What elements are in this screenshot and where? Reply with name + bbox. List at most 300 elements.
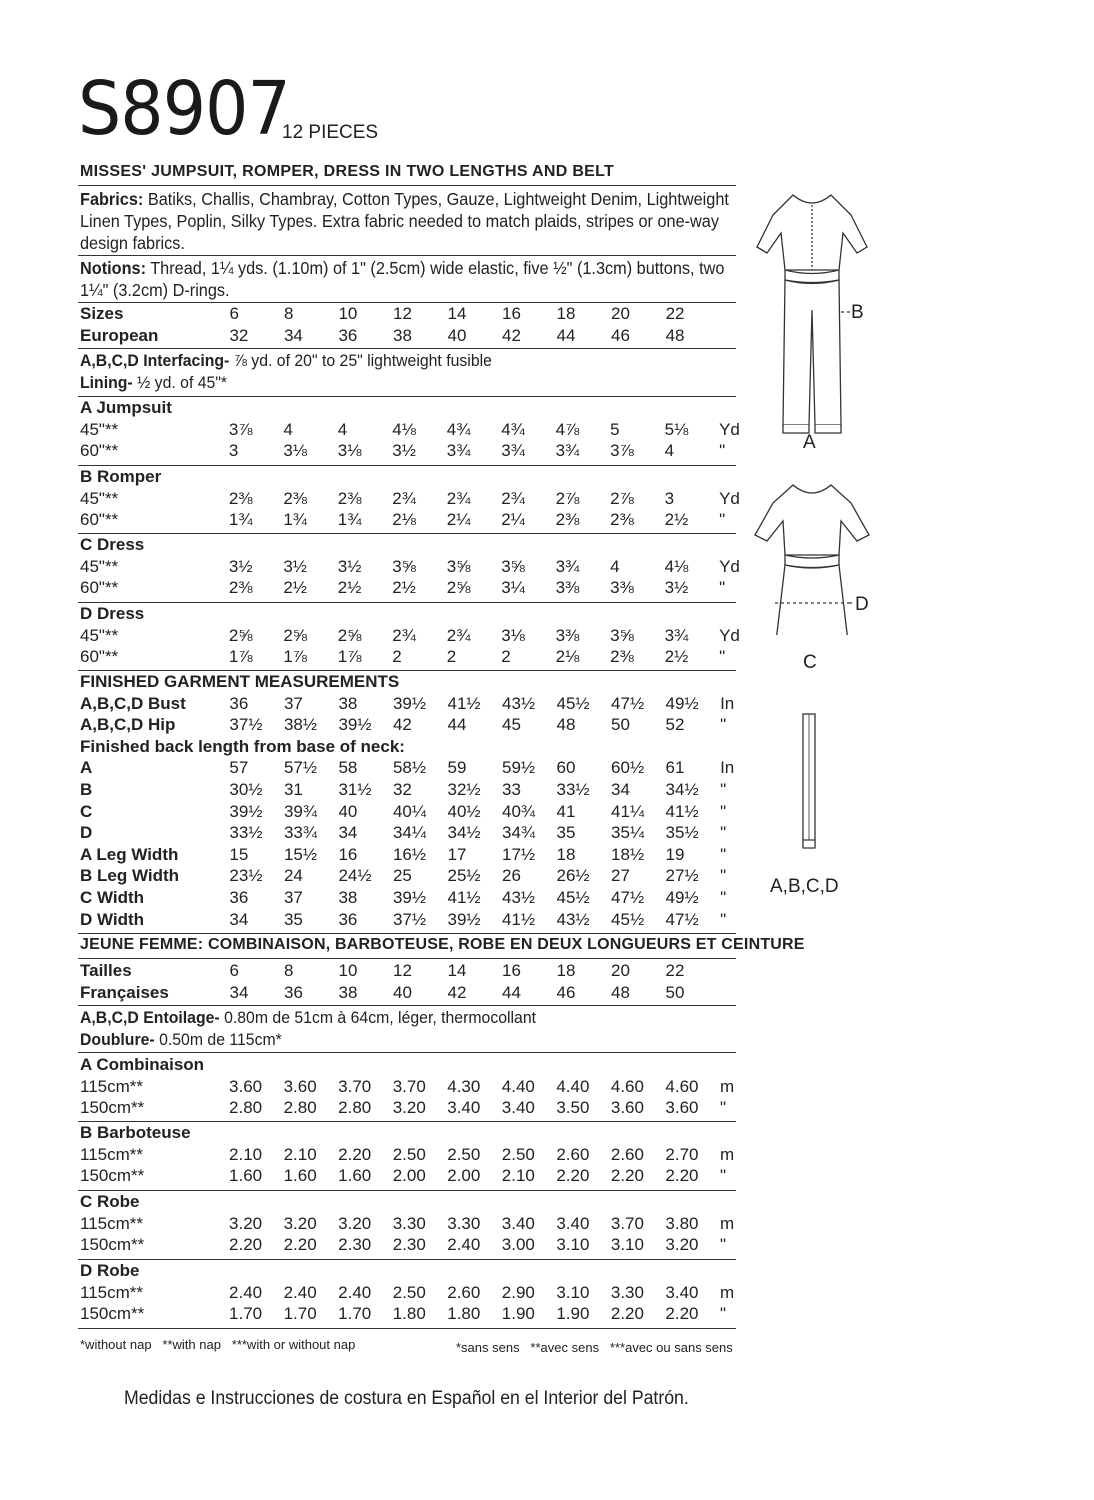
finished-title — [80, 671, 740, 693]
cell-value: 60 — [556, 758, 576, 778]
cell-value: 26 — [502, 866, 521, 886]
unit: Yd — [719, 556, 740, 576]
cell-value: 3½ — [228, 556, 253, 576]
cell-value: 32 — [392, 779, 412, 799]
unit: " — [720, 887, 727, 907]
cell-value: 3⅛ — [337, 441, 362, 461]
section-title: D Dress — [80, 604, 145, 623]
cell-value: 57½ — [283, 758, 318, 778]
cell-value: 44 — [502, 982, 521, 1002]
cell-value: 2.20 — [665, 1304, 699, 1324]
cell-value: 2.20 — [283, 1235, 317, 1255]
interfacing-label: A,B,C,D Interfacing- — [80, 351, 230, 370]
cell-value: 43½ — [556, 909, 590, 929]
cell-value: 3.30 — [392, 1213, 426, 1233]
row-label: Tailles — [80, 961, 132, 980]
cell-value: 2.50 — [447, 1144, 481, 1164]
cell-value: 3.30 — [610, 1282, 644, 1302]
measurement-row — [80, 865, 740, 887]
cell-value: 16 — [338, 844, 358, 864]
cell-value: 41 — [556, 801, 576, 821]
cell-value: 23½ — [229, 866, 263, 886]
sizes-table — [80, 303, 740, 346]
cell-value: 3⅜ — [555, 578, 580, 598]
cell-value: 2⅜ — [610, 647, 634, 667]
yardage-row — [80, 440, 740, 462]
cell-value: 2.70 — [665, 1144, 699, 1164]
cell-value: 2⅞ — [555, 488, 580, 508]
cell-value: 1⅞ — [337, 647, 362, 667]
unit: " — [720, 823, 727, 843]
cell-value: 4 — [664, 441, 675, 461]
cell-value: 3.00 — [501, 1235, 535, 1255]
lining-label: Lining- — [80, 373, 133, 392]
yardage-row — [80, 488, 740, 510]
cell-value: 2.20 — [556, 1166, 590, 1186]
cell-value: 33¾ — [283, 823, 318, 843]
pattern-number: S8907 — [78, 66, 290, 152]
cell-value: 43½ — [502, 887, 536, 907]
cell-value: 38½ — [283, 715, 318, 735]
section-title: B Romper — [80, 467, 162, 486]
notions-line-1: Thread, 1¼ yds. (1.10m) of 1" (2.5cm) wide elastic, five ½" (1.3cm) buttons, two — [150, 258, 725, 278]
cell-value: 40 — [447, 325, 467, 345]
cell-value: 3.20 — [392, 1098, 426, 1118]
cell-value: 1¾ — [283, 510, 307, 530]
entoilage-section — [80, 1007, 694, 1051]
pieces-count: 12 PIECES — [282, 122, 379, 143]
cell-value: 4¾ — [446, 419, 471, 439]
row-label: 115cm** — [80, 1213, 143, 1233]
cell-value: 36 — [284, 982, 303, 1002]
cell-value: 2¾ — [446, 488, 471, 508]
cell-value: 15 — [229, 844, 249, 864]
cell-value: 33½ — [229, 823, 263, 843]
unit: m — [719, 1282, 735, 1302]
cell-value: 58 — [338, 758, 358, 778]
cell-value: 2.40 — [447, 1235, 481, 1255]
row-label: 150cm** — [80, 1304, 145, 1324]
cell-value: 2⅛ — [392, 510, 416, 530]
cell-value: 18½ — [611, 844, 645, 864]
unit: " — [720, 844, 727, 864]
cell-value: 1⅞ — [283, 647, 307, 667]
cell-value: 50 — [611, 715, 630, 735]
cell-value: 20 — [611, 304, 630, 323]
unit: " — [720, 909, 727, 929]
divider — [78, 1052, 736, 1053]
cell-value: 2.30 — [392, 1235, 426, 1255]
section-title: C Dress — [80, 535, 145, 554]
cell-value: 39¾ — [283, 801, 318, 821]
yardage-table — [80, 534, 740, 599]
cell-value: 25½ — [447, 866, 481, 886]
view-label-b: B — [851, 302, 864, 323]
row-label: Françaises — [80, 982, 169, 1002]
cell-value: 2¾ — [501, 488, 525, 508]
entoilage-text: 0.80m de 51cm à 64cm, léger, thermocollant — [224, 1008, 537, 1027]
cell-value: 3.60 — [665, 1098, 699, 1118]
view-label-a: A — [803, 432, 816, 453]
cell-value: 2.40 — [229, 1282, 263, 1302]
unit: Yd — [719, 488, 740, 508]
row-label: A,B,C,D Hip — [80, 715, 176, 735]
cell-value: 2¼ — [501, 510, 525, 530]
cell-value: 3.60 — [229, 1076, 263, 1096]
cell-value: 20 — [611, 961, 630, 980]
cell-value: 3½ — [392, 441, 416, 461]
footnote-french: *sans sens **avec sens ***avec ou sans sens — [456, 1340, 733, 1355]
cell-value: 5⅛ — [664, 419, 689, 439]
cell-value: 3.10 — [610, 1235, 644, 1255]
section-title: Finished back length from base of neck: — [80, 736, 405, 756]
cell-value: 45 — [502, 715, 521, 735]
fabrics-section — [80, 188, 729, 254]
cell-value: 48 — [556, 715, 576, 735]
section-title: C Robe — [80, 1192, 140, 1211]
cell-value: 40¾ — [502, 801, 536, 821]
cell-value: 36 — [229, 887, 249, 907]
row-label: 45"** — [80, 625, 119, 645]
row-label: 150cm** — [80, 1235, 145, 1255]
cell-value: 12 — [393, 961, 412, 980]
cell-value: 3¾ — [555, 441, 580, 461]
divider — [78, 1328, 736, 1329]
cell-value: 3⅝ — [501, 556, 525, 576]
view-label-c: C — [803, 652, 817, 673]
cell-value: 33½ — [556, 779, 590, 799]
yardage-title — [80, 1260, 740, 1282]
row-label: Sizes — [80, 304, 124, 323]
cell-value: 3½ — [337, 556, 362, 576]
yardage-table — [80, 1054, 740, 1119]
cell-value: 3.20 — [283, 1213, 317, 1233]
view-drawings — [745, 175, 885, 635]
cell-value: 3.60 — [610, 1098, 644, 1118]
yardage-row — [80, 1234, 740, 1256]
divider — [78, 1005, 736, 1006]
divider — [78, 958, 736, 959]
cell-value: 2⅝ — [446, 578, 471, 598]
yardage-row — [80, 556, 740, 578]
cell-value: 2⅜ — [228, 488, 253, 508]
cell-value: 2.90 — [501, 1282, 535, 1302]
measurement-row — [80, 801, 740, 823]
lining-text: ½ yd. of 45"* — [137, 373, 228, 392]
cell-value: 26½ — [556, 866, 590, 886]
cell-value: 48 — [611, 982, 630, 1002]
unit: " — [719, 647, 726, 667]
cell-value: 3¾ — [446, 441, 471, 461]
cell-value: 2.20 — [229, 1235, 263, 1255]
cell-value: 45½ — [556, 887, 590, 907]
cell-value: 2 — [446, 647, 457, 667]
cell-value: 35 — [283, 909, 303, 929]
row-label: B — [80, 779, 93, 799]
cell-value: 3.20 — [665, 1235, 699, 1255]
cell-value: 2.20 — [610, 1304, 644, 1324]
cell-value: 1.90 — [556, 1304, 590, 1324]
cell-value: 58½ — [392, 758, 427, 778]
cell-value: 3⅜ — [555, 625, 580, 645]
belt-drawing — [798, 712, 822, 852]
cell-value: 2.50 — [501, 1144, 535, 1164]
cell-value: 17 — [447, 844, 467, 864]
cell-value: 35½ — [665, 823, 699, 843]
row-label: A Leg Width — [80, 844, 179, 864]
cell-value: 41½ — [665, 801, 699, 821]
cell-value: 32½ — [447, 779, 481, 799]
cell-value: 1¾ — [337, 510, 362, 530]
cell-value: 2½ — [337, 578, 362, 598]
cell-value: 3.10 — [556, 1282, 590, 1302]
cell-value: 45½ — [611, 909, 645, 929]
cell-value: 2 — [501, 647, 511, 667]
cell-value: 16 — [502, 304, 521, 323]
cell-value: 49½ — [665, 693, 699, 713]
yardage-row — [80, 577, 740, 599]
yardage-table — [80, 1260, 740, 1325]
notions-label: Notions: — [80, 258, 147, 278]
cell-value: 2.60 — [610, 1144, 644, 1164]
section-title: B Barboteuse — [80, 1123, 191, 1142]
row-label: 150cm** — [80, 1166, 145, 1186]
cell-value: 50 — [665, 982, 685, 1002]
cell-value: 3.40 — [447, 1098, 481, 1118]
cell-value: 2⅝ — [337, 625, 362, 645]
cell-value: 4.60 — [665, 1076, 699, 1096]
cell-value: 3 — [664, 488, 675, 508]
cell-value: 14 — [447, 961, 467, 980]
unit: " — [720, 801, 727, 821]
view-label-belt: A,B,C,D — [770, 876, 839, 897]
cell-value: 3.70 — [392, 1076, 426, 1096]
unit: " — [719, 1235, 727, 1255]
row-label: A,B,C,D Bust — [80, 693, 186, 713]
cell-value: 32 — [229, 325, 249, 345]
fabrics-line-3: design fabrics. — [80, 233, 185, 253]
cell-value: 8 — [284, 961, 294, 980]
cell-value: 2.00 — [447, 1166, 481, 1186]
cell-value: 4⅞ — [555, 419, 580, 439]
cell-value: 2.60 — [556, 1144, 590, 1164]
unit: " — [720, 866, 727, 886]
cell-value: 47½ — [611, 887, 645, 907]
cell-value: 44 — [447, 715, 467, 735]
francaises-row — [80, 982, 740, 1004]
cell-value: 3¾ — [664, 625, 689, 645]
unit: " — [719, 1166, 727, 1186]
yardage-row — [80, 1076, 740, 1098]
footnote-english: *without nap **with nap ***with or without nap — [80, 1337, 356, 1352]
cell-value: 2⅝ — [283, 625, 307, 645]
cell-value: 3.70 — [610, 1213, 644, 1233]
cell-value: 1¾ — [228, 510, 253, 530]
cell-value: 42 — [392, 715, 412, 735]
cell-value: 40 — [338, 801, 358, 821]
cell-value: 2⅜ — [555, 510, 580, 530]
doublure-label: Doublure- — [80, 1030, 155, 1049]
yardage-row — [80, 1303, 740, 1325]
cell-value: 34 — [611, 779, 630, 799]
cell-value: 27 — [611, 866, 630, 886]
cell-value: 49½ — [665, 887, 699, 907]
cell-value: 2¼ — [446, 510, 471, 530]
cell-value: 41½ — [447, 887, 481, 907]
cell-value: 33 — [502, 779, 521, 799]
cell-value: 34 — [229, 909, 249, 929]
row-label: 60"** — [80, 647, 119, 667]
finished-measurements-table — [80, 671, 740, 930]
cell-value: 1.70 — [338, 1304, 372, 1324]
row-label: C Width — [80, 887, 145, 907]
cell-value: 3⅝ — [446, 556, 471, 576]
cell-value: 18 — [556, 304, 576, 323]
cell-value: 2½ — [392, 578, 416, 598]
cell-value: 1.60 — [338, 1166, 372, 1186]
cell-value: 35 — [556, 823, 576, 843]
cell-value: 2.50 — [392, 1144, 426, 1164]
cell-value: 3.20 — [229, 1213, 263, 1233]
cell-value: 12 — [392, 304, 412, 323]
cell-value: 52 — [665, 715, 685, 735]
unit: " — [719, 441, 726, 461]
cell-value: 2.80 — [229, 1098, 263, 1118]
cell-value: 1.90 — [501, 1304, 535, 1324]
row-label: 45"** — [80, 556, 119, 576]
cell-value: 3⅛ — [501, 625, 525, 645]
cell-value: 3¾ — [501, 441, 525, 461]
cell-value: 2⅜ — [337, 488, 362, 508]
cell-value: 2.20 — [610, 1166, 644, 1186]
interfacing-section — [80, 350, 694, 394]
cell-value: 1.60 — [283, 1166, 317, 1186]
cell-value: 39½ — [392, 887, 427, 907]
row-label: B Leg Width — [80, 866, 179, 886]
cell-value: 3.30 — [447, 1213, 481, 1233]
cell-value: 39½ — [447, 909, 481, 929]
cell-value: 16½ — [392, 844, 427, 864]
cell-value: 39½ — [338, 715, 372, 735]
cell-value: 2¾ — [446, 625, 471, 645]
view-label-d: D — [855, 594, 869, 615]
cell-value: 1.60 — [229, 1166, 263, 1186]
row-label: D Width — [80, 909, 145, 929]
divider — [78, 185, 736, 186]
yardage-title — [80, 1122, 740, 1144]
unit: In — [720, 758, 735, 778]
cell-value: 4.30 — [447, 1076, 481, 1096]
cell-value: 25 — [392, 866, 412, 886]
row-label: 60"** — [80, 578, 119, 598]
section-title: FINISHED GARMENT MEASUREMENTS — [80, 672, 400, 691]
cell-value: 36 — [338, 325, 358, 345]
cell-value: 22 — [665, 304, 685, 323]
cell-value: 3⅜ — [610, 578, 634, 598]
cell-value: 41¼ — [611, 801, 645, 821]
cell-value: 37½ — [392, 909, 427, 929]
divider — [78, 348, 736, 349]
unit: " — [719, 578, 726, 598]
cell-value: 3.10 — [556, 1235, 590, 1255]
cell-value: 44 — [556, 325, 576, 345]
cell-value: 31½ — [338, 779, 372, 799]
cell-value: 34 — [229, 982, 249, 1002]
divider — [78, 255, 736, 256]
cell-value: 2.80 — [283, 1098, 317, 1118]
unit: " — [719, 510, 726, 530]
cell-value: 3⅛ — [283, 441, 307, 461]
cell-value: 1⅞ — [228, 647, 253, 667]
cell-value: 2.40 — [283, 1282, 317, 1302]
measurement-row — [80, 757, 740, 779]
cell-value: 41½ — [447, 693, 481, 713]
cell-value: 2.20 — [665, 1166, 699, 1186]
cell-value: 10 — [338, 961, 358, 980]
yardage-title — [80, 603, 740, 625]
yardage-title — [80, 397, 740, 419]
cell-value: 39½ — [229, 801, 263, 821]
row-label: 115cm** — [80, 1282, 143, 1302]
cell-value: 3⅝ — [610, 625, 634, 645]
cell-value: 2.50 — [392, 1282, 426, 1302]
cell-value: 48 — [665, 325, 685, 345]
unit: " — [719, 1304, 727, 1324]
cell-value: 1.70 — [229, 1304, 263, 1324]
cell-value: 60½ — [611, 758, 645, 778]
row-label: 115cm** — [80, 1144, 143, 1164]
cell-value: 46 — [611, 325, 630, 345]
unit: Yd — [719, 625, 740, 645]
cell-value: 41½ — [502, 909, 536, 929]
cell-value: 3.40 — [556, 1213, 590, 1233]
unit: " — [720, 779, 727, 799]
pattern-title: MISSES' JUMPSUIT, ROMPER, DRESS IN TWO LENGTHS AND BELT — [80, 163, 615, 180]
cell-value: 57 — [229, 758, 249, 778]
yardage-table — [80, 466, 740, 531]
cell-value: 6 — [229, 304, 239, 323]
unit: In — [720, 693, 735, 713]
cell-value: 2.10 — [229, 1144, 263, 1164]
cell-value: 18 — [556, 844, 576, 864]
row-label: A — [80, 758, 93, 778]
cell-value: 61 — [665, 758, 685, 778]
cell-value: 1.80 — [392, 1304, 426, 1324]
cell-value: 2½ — [664, 647, 689, 667]
cell-value: 35¼ — [611, 823, 645, 843]
cell-value: 15½ — [283, 844, 318, 864]
cell-value: 4 — [610, 556, 620, 576]
cell-value: 3.40 — [665, 1282, 699, 1302]
cell-value: 6 — [229, 961, 239, 980]
tailles-table — [80, 960, 740, 1003]
cell-value: 2⅜ — [283, 488, 307, 508]
row-label: 45"** — [80, 488, 119, 508]
cell-value: 38 — [338, 693, 358, 713]
fabrics-line-1: Batiks, Challis, Chambray, Cotton Types, Gauze, Lightweight Denim, Lightweight — [147, 189, 729, 209]
measurement-row — [80, 779, 740, 801]
cell-value: 40 — [393, 982, 412, 1002]
section-title: A Combinaison — [80, 1055, 205, 1074]
cell-value: 22 — [665, 961, 685, 980]
back-length-title — [80, 736, 740, 758]
cell-value: 40½ — [447, 801, 481, 821]
cell-value: 3⅞ — [228, 419, 253, 439]
cell-value: 40¼ — [392, 801, 427, 821]
cell-value: 3.40 — [501, 1213, 535, 1233]
cell-value: 4.40 — [556, 1076, 590, 1096]
doublure-text: 0.50m de 115cm* — [159, 1030, 282, 1049]
